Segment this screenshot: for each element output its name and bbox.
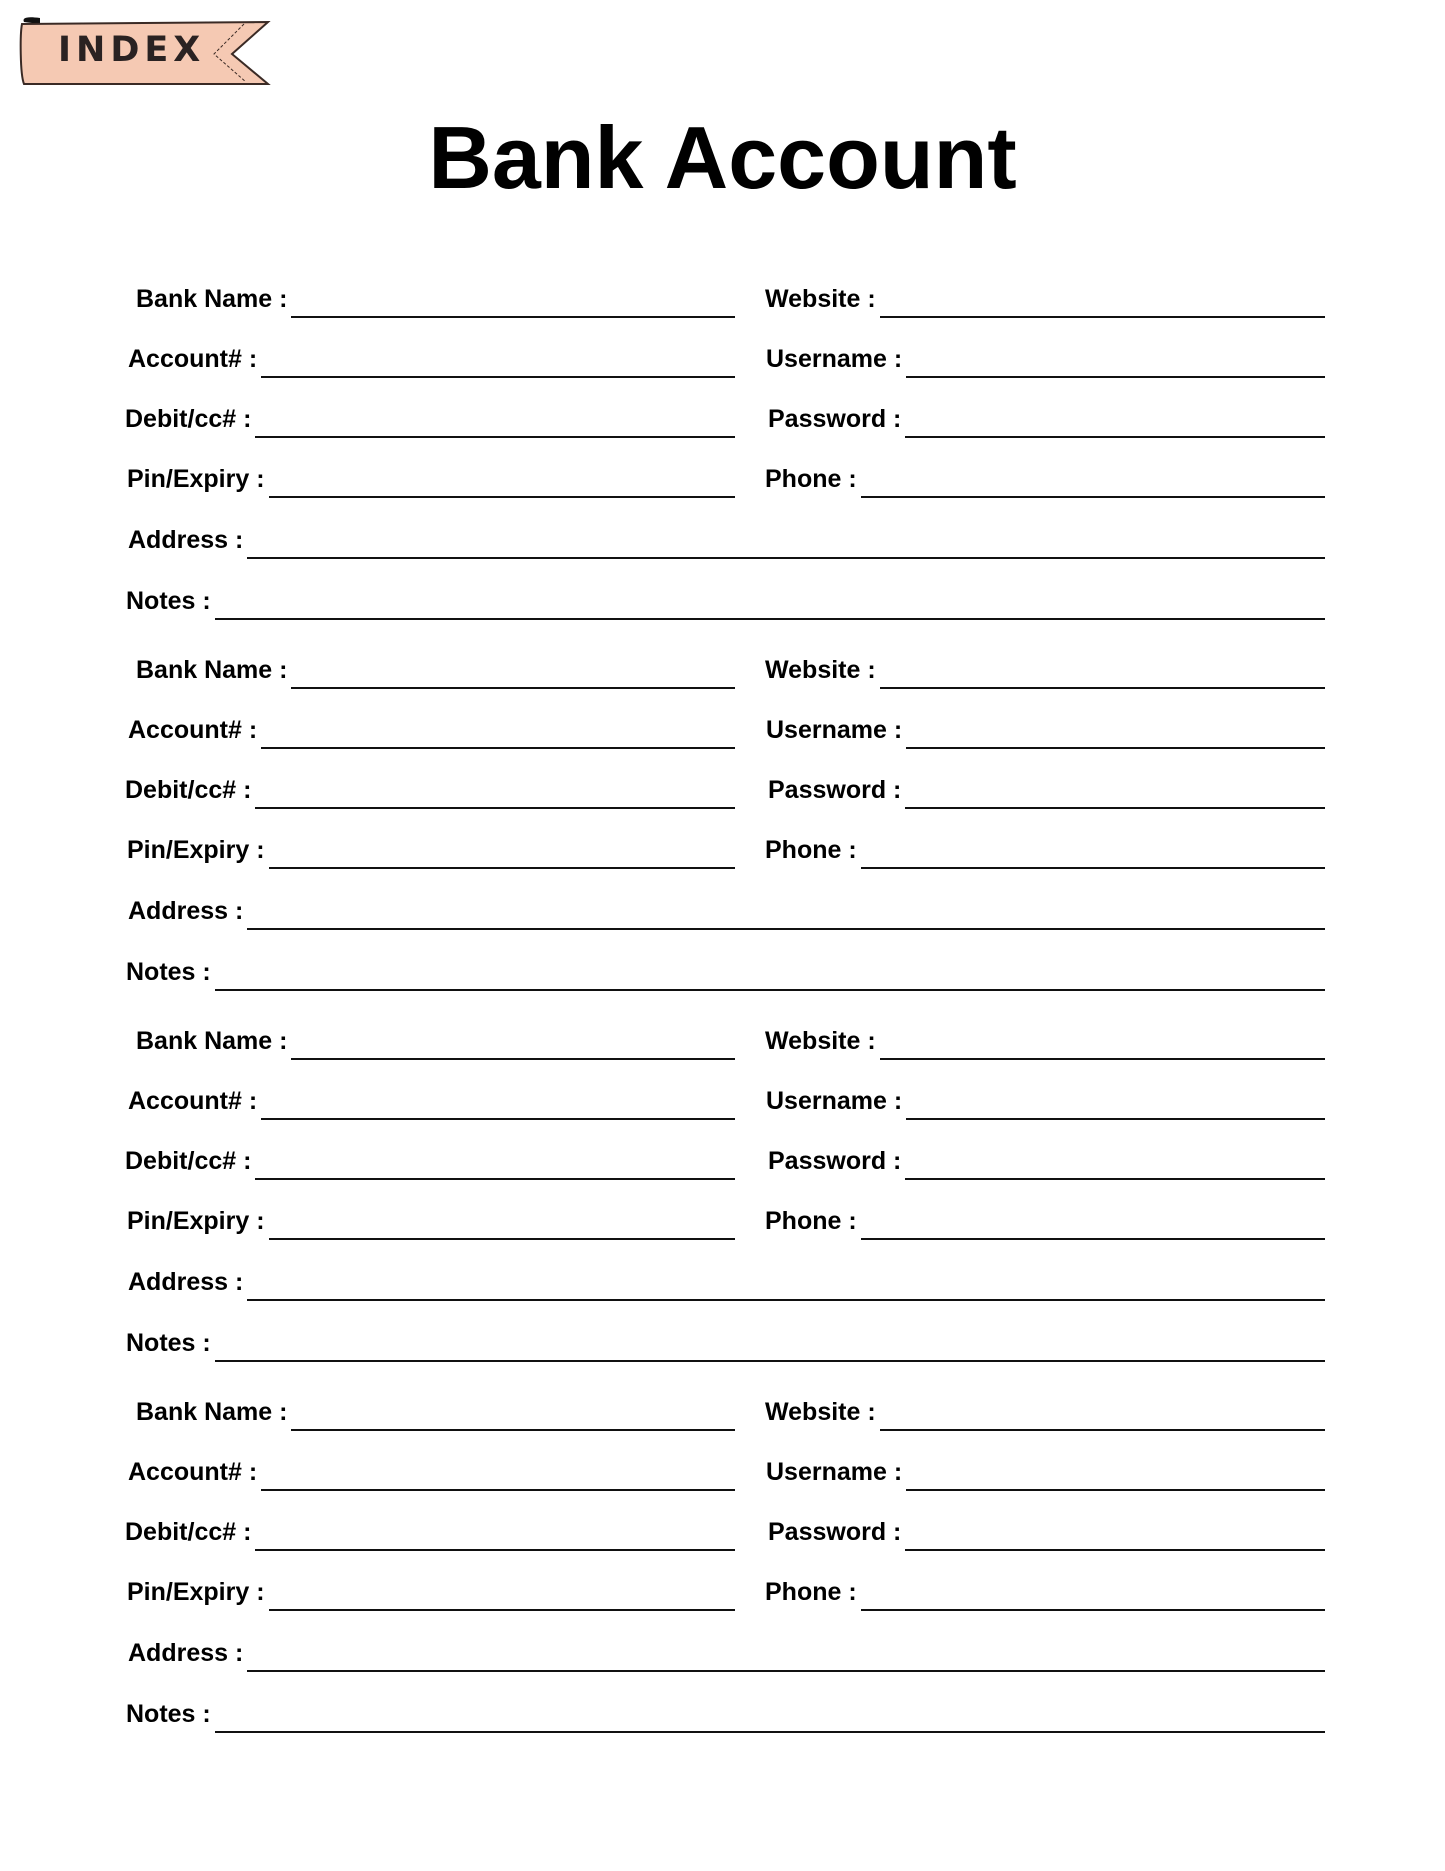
notes-field[interactable]: [0, 1318, 1325, 1358]
bank-name-label: Bank Name :: [136, 1398, 288, 1426]
pin-expiry-label: Pin/Expiry :: [127, 1578, 265, 1606]
debit-card-label: Debit/cc# :: [125, 405, 252, 433]
password-input-line[interactable]: [905, 1523, 1325, 1551]
username-input-line[interactable]: [906, 1092, 1325, 1120]
username-input-line[interactable]: [906, 1463, 1325, 1491]
notes-label: Notes :: [126, 958, 211, 986]
notes-field[interactable]: [0, 576, 1325, 616]
username-label: Username :: [766, 716, 903, 744]
bank-name-label: Bank Name :: [136, 656, 288, 684]
username-label: Username :: [766, 1087, 903, 1115]
index-tab-label: INDEX: [58, 30, 206, 70]
account-number-label: Account# :: [128, 716, 258, 744]
phone-label: Phone :: [765, 836, 857, 864]
password-label: Password :: [768, 1147, 902, 1175]
password-label: Password :: [768, 776, 902, 804]
bank-name-label: Bank Name :: [136, 285, 288, 313]
password-label: Password :: [768, 405, 902, 433]
website-input-line[interactable]: [880, 1403, 1325, 1431]
address-input-line[interactable]: [247, 1644, 1325, 1672]
username-field[interactable]: [0, 334, 1325, 374]
website-label: Website :: [765, 1027, 876, 1055]
debit-card-label: Debit/cc# :: [125, 1147, 252, 1175]
notes-label: Notes :: [126, 1329, 211, 1357]
username-field[interactable]: [0, 1447, 1325, 1487]
phone-field[interactable]: [0, 825, 1325, 865]
notes-input-line[interactable]: [215, 1705, 1325, 1733]
address-field[interactable]: [0, 886, 1325, 926]
account-number-label: Account# :: [128, 1087, 258, 1115]
address-field[interactable]: [0, 1257, 1325, 1297]
address-label: Address :: [128, 1639, 244, 1667]
website-label: Website :: [765, 285, 876, 313]
username-field[interactable]: [0, 705, 1325, 745]
pin-expiry-label: Pin/Expiry :: [127, 1207, 265, 1235]
phone-input-line[interactable]: [861, 470, 1325, 498]
bank-account-entry: [0, 643, 1445, 1014]
phone-field[interactable]: [0, 1567, 1325, 1607]
phone-input-line[interactable]: [861, 841, 1325, 869]
password-field[interactable]: [0, 394, 1325, 434]
notes-field[interactable]: [0, 947, 1325, 987]
debit-card-label: Debit/cc# :: [125, 776, 252, 804]
website-field[interactable]: [0, 1387, 1325, 1427]
phone-input-line[interactable]: [861, 1583, 1325, 1611]
phone-label: Phone :: [765, 1207, 857, 1235]
notes-field[interactable]: [0, 1689, 1325, 1729]
address-field[interactable]: [0, 1628, 1325, 1668]
account-number-label: Account# :: [128, 345, 258, 373]
page-title: Bank Account: [428, 108, 1017, 207]
phone-label: Phone :: [765, 1578, 857, 1606]
username-input-line[interactable]: [906, 721, 1325, 749]
website-field[interactable]: [0, 274, 1325, 314]
password-label: Password :: [768, 1518, 902, 1546]
phone-field[interactable]: [0, 1196, 1325, 1236]
pin-expiry-label: Pin/Expiry :: [127, 836, 265, 864]
index-tab-button[interactable]: [18, 14, 273, 88]
password-input-line[interactable]: [905, 410, 1325, 438]
website-field[interactable]: [0, 1016, 1325, 1056]
address-input-line[interactable]: [247, 1273, 1325, 1301]
username-input-line[interactable]: [906, 350, 1325, 378]
password-input-line[interactable]: [905, 781, 1325, 809]
address-label: Address :: [128, 1268, 244, 1296]
password-field[interactable]: [0, 1136, 1325, 1176]
pin-expiry-label: Pin/Expiry :: [127, 465, 265, 493]
username-label: Username :: [766, 345, 903, 373]
password-field[interactable]: [0, 765, 1325, 805]
address-input-line[interactable]: [247, 902, 1325, 930]
notes-label: Notes :: [126, 1700, 211, 1728]
username-field[interactable]: [0, 1076, 1325, 1116]
address-field[interactable]: [0, 515, 1325, 555]
username-label: Username :: [766, 1458, 903, 1486]
bank-account-entry: [0, 1014, 1445, 1385]
notes-input-line[interactable]: [215, 963, 1325, 991]
website-field[interactable]: [0, 645, 1325, 685]
website-input-line[interactable]: [880, 661, 1325, 689]
website-label: Website :: [765, 656, 876, 684]
website-label: Website :: [765, 1398, 876, 1426]
phone-input-line[interactable]: [861, 1212, 1325, 1240]
bank-name-label: Bank Name :: [136, 1027, 288, 1055]
address-label: Address :: [128, 526, 244, 554]
address-input-line[interactable]: [247, 531, 1325, 559]
phone-label: Phone :: [765, 465, 857, 493]
website-input-line[interactable]: [880, 290, 1325, 318]
bank-account-entry: [0, 1385, 1445, 1756]
notes-input-line[interactable]: [215, 592, 1325, 620]
password-field[interactable]: [0, 1507, 1325, 1547]
website-input-line[interactable]: [880, 1032, 1325, 1060]
address-label: Address :: [128, 897, 244, 925]
phone-field[interactable]: [0, 454, 1325, 494]
notes-input-line[interactable]: [215, 1334, 1325, 1362]
account-number-label: Account# :: [128, 1458, 258, 1486]
notes-label: Notes :: [126, 587, 211, 615]
debit-card-label: Debit/cc# :: [125, 1518, 252, 1546]
password-input-line[interactable]: [905, 1152, 1325, 1180]
bank-account-entry: [0, 272, 1445, 643]
